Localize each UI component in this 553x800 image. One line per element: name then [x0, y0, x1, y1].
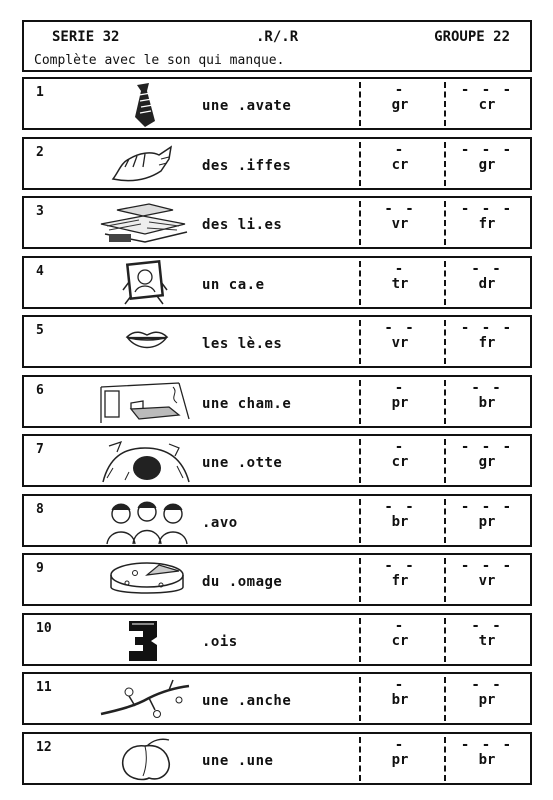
option-letters: pr	[478, 513, 496, 530]
word-to-complete: des li.es	[202, 217, 283, 233]
option-2[interactable]	[452, 82, 522, 113]
option-1[interactable]	[365, 141, 435, 173]
word-to-complete: .avo	[202, 514, 238, 531]
syllable-marks: - - -	[460, 498, 514, 515]
exercise-row	[22, 77, 532, 130]
row-number: 1	[36, 85, 44, 100]
option-2[interactable]	[452, 260, 522, 292]
plum-icon	[99, 736, 194, 783]
row-number: 10	[36, 620, 52, 636]
option-1[interactable]	[365, 677, 435, 708]
option-letters: pr	[478, 692, 496, 708]
row-number: 4	[36, 263, 44, 279]
option-1[interactable]	[365, 201, 435, 232]
option-letters: fr	[391, 573, 409, 589]
option-1[interactable]	[365, 260, 435, 292]
dashed-separator	[444, 261, 446, 305]
dashed-separator	[359, 201, 361, 245]
exercise-row	[22, 315, 532, 368]
dashed-separator	[444, 201, 446, 245]
option-1[interactable]	[365, 617, 435, 649]
row-number: 9	[36, 561, 44, 576]
syllable-marks: -	[394, 260, 406, 277]
exercise-list	[22, 77, 532, 791]
syllable-marks: - - -	[460, 82, 514, 98]
option-2[interactable]	[452, 379, 522, 411]
tie-icon	[99, 81, 194, 128]
dashed-separator	[444, 737, 446, 781]
option-2[interactable]	[452, 439, 522, 470]
row-number: 11	[36, 680, 52, 695]
exercise-row	[22, 375, 532, 428]
number-three-icon	[99, 617, 194, 664]
instruction-text: Complète avec le son qui manque.	[34, 53, 285, 68]
dashed-separator	[359, 320, 361, 364]
syllable-marks: - - -	[460, 439, 514, 455]
word-to-complete: une .avate	[202, 98, 292, 114]
syllable-marks: - -	[471, 379, 503, 396]
word-to-complete: un ca.e	[202, 276, 265, 293]
option-letters: br	[391, 692, 409, 708]
option-letters: fr	[478, 335, 496, 351]
word-to-complete: des .iffes	[202, 157, 292, 174]
option-1[interactable]	[365, 736, 435, 768]
option-letters: gr	[391, 97, 409, 113]
dashed-separator	[444, 677, 446, 721]
option-2[interactable]	[452, 617, 522, 649]
exercise-row	[22, 137, 532, 190]
worksheet-header	[22, 20, 532, 72]
dashed-separator	[359, 439, 361, 483]
dashed-separator	[359, 261, 361, 305]
bedroom-icon	[99, 379, 194, 426]
option-1[interactable]	[365, 498, 435, 530]
word-to-complete: .ois	[202, 633, 238, 650]
branch-icon	[99, 676, 194, 723]
word-to-complete: une cham.e	[202, 395, 292, 412]
dashed-separator	[444, 82, 446, 126]
option-1[interactable]	[365, 379, 435, 411]
option-letters: tr	[478, 632, 496, 649]
row-number: 2	[36, 144, 44, 160]
option-letters: br	[478, 394, 496, 411]
exercise-row	[22, 494, 532, 547]
children-icon	[99, 498, 194, 545]
worksheet	[22, 20, 532, 790]
option-letters: fr	[478, 216, 496, 232]
option-1[interactable]	[365, 439, 435, 470]
option-letters: vr	[478, 573, 496, 589]
exercise-row	[22, 256, 532, 309]
syllable-marks: - -	[471, 260, 503, 277]
cheese-icon	[99, 557, 194, 604]
syllable-marks: -	[394, 82, 406, 98]
option-1[interactable]	[365, 320, 435, 351]
option-letters: cr	[391, 454, 409, 470]
syllable-marks: - - -	[460, 320, 514, 336]
syllable-marks: -	[394, 141, 406, 158]
word-to-complete: du .omage	[202, 574, 283, 590]
claw-icon	[99, 141, 194, 188]
group-label: GROUPE 22	[434, 29, 510, 45]
option-letters: dr	[478, 275, 496, 292]
word-to-complete: une .otte	[202, 455, 283, 471]
dashed-separator	[359, 618, 361, 662]
option-1[interactable]	[365, 558, 435, 589]
dashed-separator	[359, 558, 361, 602]
dashed-separator	[359, 380, 361, 424]
sound-label: .R/.R	[256, 29, 299, 45]
picture-frame-icon	[99, 260, 194, 307]
option-2[interactable]	[452, 320, 522, 351]
row-number: 7	[36, 442, 44, 457]
syllable-marks: - -	[384, 320, 416, 336]
option-2[interactable]	[452, 677, 522, 708]
cave-icon	[99, 438, 194, 485]
word-to-complete: une .anche	[202, 693, 292, 709]
lips-icon	[99, 319, 194, 366]
dashed-separator	[444, 618, 446, 662]
row-number: 6	[36, 382, 44, 398]
syllable-marks: -	[394, 736, 406, 753]
syllable-marks: - -	[384, 558, 416, 574]
dashed-separator	[444, 499, 446, 543]
option-2[interactable]	[452, 736, 522, 768]
option-letters: tr	[391, 275, 409, 292]
option-letters: gr	[478, 454, 496, 470]
series-label: SERIE 32	[52, 29, 120, 45]
dashed-separator	[444, 439, 446, 483]
syllable-marks: - - -	[460, 736, 514, 753]
exercise-row	[22, 434, 532, 487]
exercise-row	[22, 613, 532, 666]
row-number: 12	[36, 739, 52, 755]
exercise-row	[22, 672, 532, 725]
dashed-separator	[359, 677, 361, 721]
option-2[interactable]	[452, 558, 522, 589]
option-letters: cr	[391, 156, 409, 173]
syllable-marks: - - -	[460, 141, 514, 158]
exercise-row	[22, 732, 532, 785]
syllable-marks: -	[394, 677, 406, 693]
word-to-complete: une .une	[202, 752, 274, 769]
option-letters: cr	[478, 97, 496, 113]
option-letters: vr	[391, 335, 409, 351]
syllable-marks: - - -	[460, 201, 514, 217]
syllable-marks: - -	[384, 498, 416, 515]
option-letters: pr	[391, 751, 409, 768]
books-icon	[99, 200, 194, 247]
option-letters: vr	[391, 216, 409, 232]
dashed-separator	[359, 737, 361, 781]
option-letters: cr	[391, 632, 409, 649]
syllable-marks: - -	[471, 617, 503, 634]
dashed-separator	[444, 380, 446, 424]
option-letters: br	[478, 751, 496, 768]
dashed-separator	[444, 142, 446, 186]
dashed-separator	[359, 499, 361, 543]
option-1[interactable]	[365, 82, 435, 113]
option-letters: gr	[478, 156, 496, 173]
row-number: 3	[36, 204, 44, 219]
dashed-separator	[444, 558, 446, 602]
dashed-separator	[444, 320, 446, 364]
row-number: 5	[36, 323, 44, 338]
syllable-marks: -	[394, 439, 406, 455]
syllable-marks: -	[394, 617, 406, 634]
option-letters: br	[391, 513, 409, 530]
option-2[interactable]	[452, 141, 522, 173]
word-to-complete: les lè.es	[202, 336, 283, 352]
row-number: 8	[36, 501, 44, 517]
syllable-marks: - -	[471, 677, 503, 693]
syllable-marks: - - -	[460, 558, 514, 574]
syllable-marks: -	[394, 379, 406, 396]
option-2[interactable]	[452, 201, 522, 232]
dashed-separator	[359, 82, 361, 126]
exercise-row	[22, 196, 532, 249]
exercise-row	[22, 553, 532, 606]
dashed-separator	[359, 142, 361, 186]
option-2[interactable]	[452, 498, 522, 530]
option-letters: pr	[391, 394, 409, 411]
syllable-marks: - -	[384, 201, 416, 217]
